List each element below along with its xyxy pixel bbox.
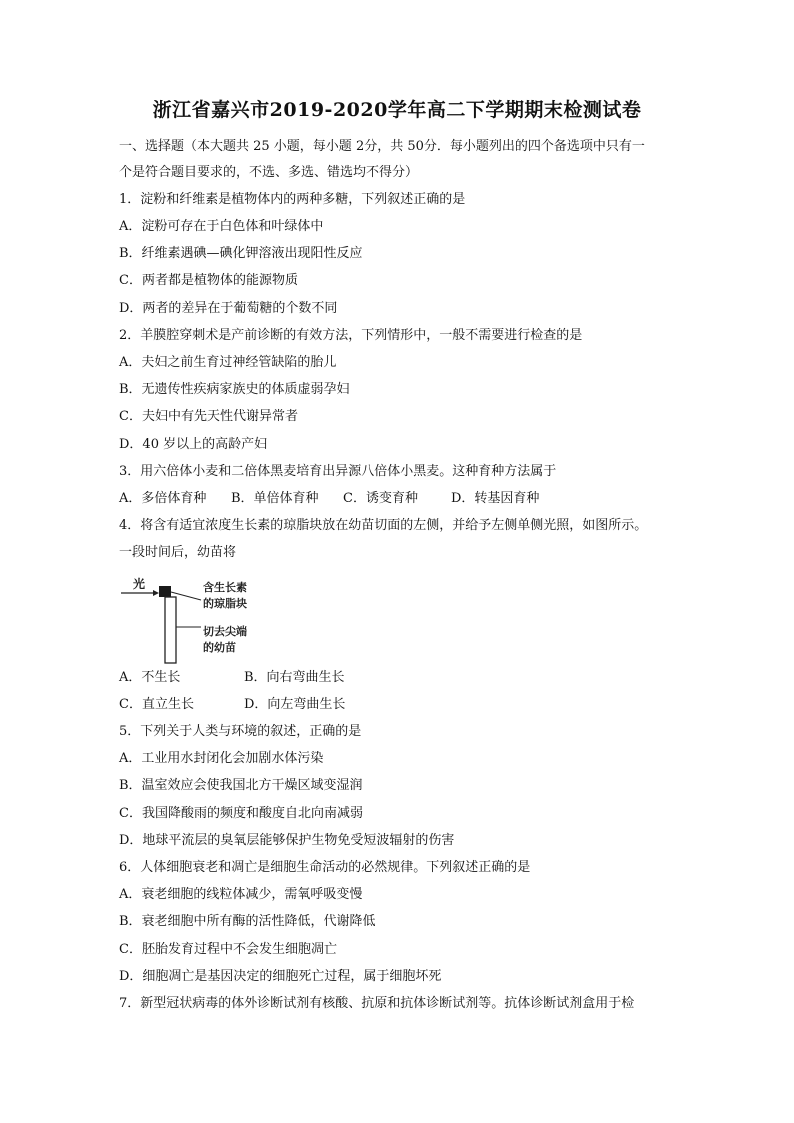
q2-option-a: A．夫妇之前生育过神经管缺陷的胎儿 <box>119 355 337 370</box>
section-instructions-line2: 个是符合题目要求的，不选、多选、错选均不得分） <box>119 165 419 180</box>
q5-option-d: D．地球平流层的臭氧层能够保护生物免受短波辐射的伤害 <box>119 833 455 848</box>
q4-option-c: C．直立生长 <box>119 697 194 712</box>
q3-stem: 3．用六倍体小麦和二倍体黑麦培育出异源八倍体小黑麦。这种育种方法属于 <box>119 464 557 479</box>
q1-option-a: A．淀粉可存在于白色体和叶绿体中 <box>119 219 324 234</box>
q6-option-c: C．胚胎发育过程中不会发生细胞凋亡 <box>119 942 337 957</box>
agar-block <box>159 586 171 597</box>
fig-label-agar-1: 含生长素 <box>203 581 247 594</box>
q6-option-d: D．细胞凋亡是基因决定的细胞死亡过程，属于细胞坏死 <box>119 969 442 984</box>
q3-option-a: A．多倍体育种 <box>119 491 207 506</box>
q5-option-c: C．我国降酸雨的频度和酸度自北向南减弱 <box>119 806 363 821</box>
q4-option-d: D．向左弯曲生长 <box>244 697 346 712</box>
q5-option-a: A．工业用水封闭化会加剧水体污染 <box>119 751 324 766</box>
fig-label-agar-2: 的琼脂块 <box>203 597 247 610</box>
q2-stem: 2．羊膜腔穿刺术是产前诊断的有效方法，下列情形中，一般不需要进行检查的是 <box>119 328 583 343</box>
q3-options <box>119 490 539 508</box>
q1-option-b: B．纤维素遇碘—碘化钾溶液出现阳性反应 <box>119 246 363 261</box>
fig-label-seedling-1: 切去尖端 <box>203 625 247 638</box>
seedling-stem <box>165 597 176 663</box>
q4-option-a: A．不生长 <box>119 670 181 685</box>
q4-options-row1 <box>119 669 345 687</box>
q4-stem-line2: 一段时间后，幼苗将 <box>119 545 237 560</box>
q3-option-d: D．转基因育种 <box>451 491 540 506</box>
q3-option-c: C．诱变育种 <box>343 491 418 506</box>
q5-stem: 5．下列关于人类与环境的叙述，正确的是 <box>119 724 362 739</box>
q5-option-b: B．温室效应会使我国北方干燥区域变湿润 <box>119 778 363 793</box>
q1-option-d: D．两者的差异在于葡萄糖的个数不同 <box>119 301 338 316</box>
q6-option-b: B．衰老细胞中所有酶的活性降低，代谢降低 <box>119 914 376 929</box>
q6-option-a: A．衰老细胞的线粒体减少，需氧呼吸变慢 <box>119 887 363 902</box>
page-title: 浙江省嘉兴市2019-2020学年高二下学期期末检测试卷 <box>152 99 642 121</box>
q4-stem-line1: 4．将含有适宜浓度生长素的琼脂块放在幼苗切面的左侧，并给予左侧单侧光照，如图所示。 <box>119 518 648 533</box>
q7-stem: 7．新型冠状病毒的体外诊断试剂有核酸、抗原和抗体诊断试剂等。抗体诊断试剂盒用于检 <box>119 996 635 1011</box>
q1-option-c: C．两者都是植物体的能源物质 <box>119 273 298 288</box>
q4-figure-seedling-diagram <box>119 575 289 665</box>
q2-option-d: D．40 岁以上的高龄产妇 <box>119 437 268 452</box>
q1-stem: 1．淀粉和纤维素是植物体内的两种多糖，下列叙述正确的是 <box>119 192 466 207</box>
fig-light-label: 光 <box>133 577 146 591</box>
light-arrow-head <box>153 590 159 596</box>
q4-option-b: B．向右弯曲生长 <box>244 670 345 685</box>
fig-label-seedling-2: 的幼苗 <box>203 641 236 654</box>
q4-options-row2 <box>119 696 345 714</box>
q2-option-c: C．夫妇中有先天性代谢异常者 <box>119 409 298 424</box>
q3-option-b: B．单倍体育种 <box>231 491 319 506</box>
section-instructions-line1: 一、选择题（本大题共 25 小题，每小题 2分，共 50分．每小题列出的四个备选项中只有一 <box>119 139 645 154</box>
q6-stem: 6．人体细胞衰老和凋亡是细胞生命活动的必然规律。下列叙述正确的是 <box>119 860 531 875</box>
q2-option-b: B．无遗传性疾病家族史的体质虚弱孕妇 <box>119 382 350 397</box>
